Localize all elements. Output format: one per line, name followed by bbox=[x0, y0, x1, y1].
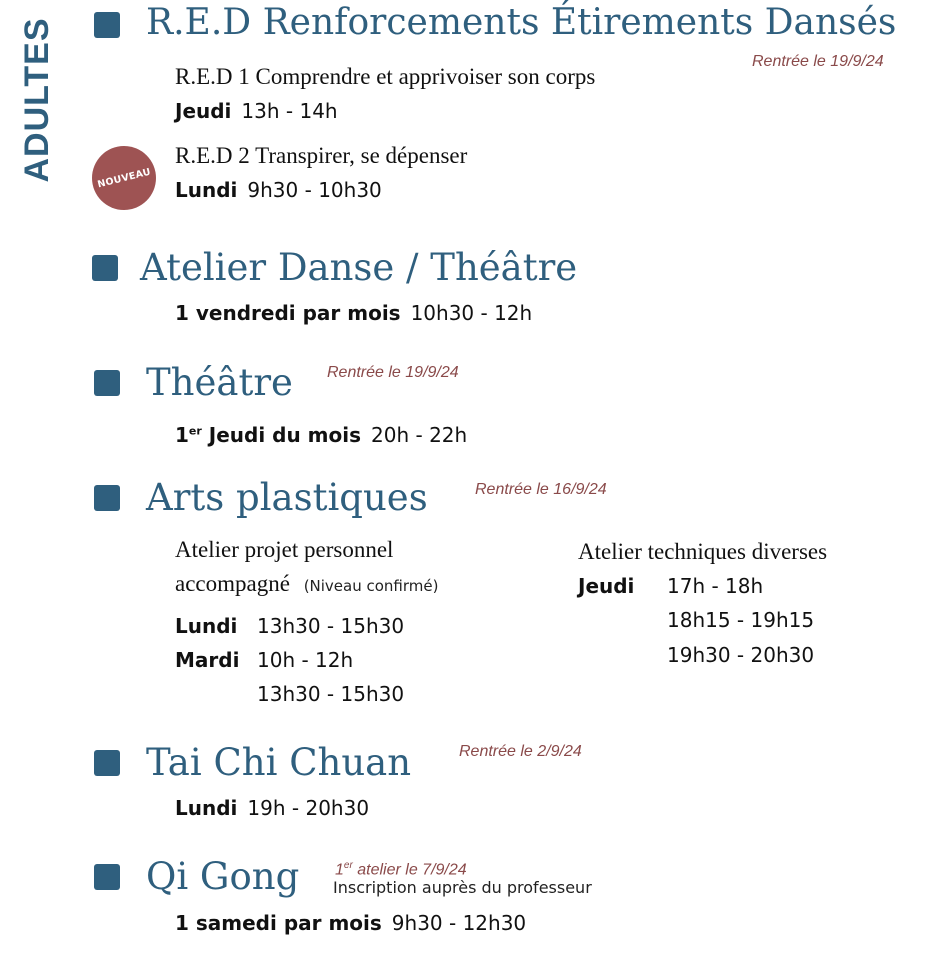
schedule-arts-right-row: 18h15 - 19h15 bbox=[667, 608, 815, 632]
time-label: 10h30 - 12h bbox=[410, 301, 533, 325]
note-sup: er bbox=[343, 860, 353, 871]
time-label: 9h30 - 12h30 bbox=[391, 911, 527, 935]
section-title-adultes: ADULTES bbox=[18, 17, 56, 183]
bullet-square-icon bbox=[94, 370, 120, 396]
subheading-projet-personnel: Atelier projet personnel bbox=[175, 537, 394, 562]
bullet-square-icon bbox=[92, 255, 118, 281]
subheading-red2: R.E.D 2 Transpirer, se dépenser bbox=[175, 143, 468, 168]
nouveau-badge bbox=[92, 146, 156, 210]
subheading-accompagne bbox=[175, 571, 438, 599]
day-label: Jeudi bbox=[578, 574, 635, 598]
schedule-arts-right-row: 19h30 - 20h30 bbox=[667, 643, 815, 667]
schedule-arts-left-row bbox=[175, 647, 353, 673]
note-arts-rentree: Rentrée le 16/9/24 bbox=[475, 481, 607, 498]
schedule-qigong bbox=[175, 910, 526, 936]
note-red-rentree: Rentrée le 19/9/24 bbox=[752, 53, 884, 70]
time-label: 9h30 - 10h30 bbox=[247, 178, 382, 202]
day-label bbox=[175, 423, 361, 447]
day-rest: Jeudi du mois bbox=[201, 422, 362, 447]
day-label: Jeudi bbox=[175, 99, 232, 123]
subheading-accompagne-text: accompagné bbox=[175, 571, 290, 596]
day-num: 1 bbox=[175, 422, 189, 447]
heading-atelier-danse-theatre: Atelier Danse / Théâtre bbox=[140, 246, 578, 289]
day-label: 1 vendredi par mois bbox=[175, 301, 401, 325]
note-rest: atelier le 7/9/24 bbox=[352, 861, 467, 879]
note-num: 1 bbox=[335, 861, 344, 879]
heading-red: R.E.D Renforcements Étirements Dansés bbox=[146, 2, 897, 43]
time-label: 17h - 18h bbox=[667, 574, 764, 598]
badge-label: NOUVEAU bbox=[96, 166, 152, 190]
schedule-taichi bbox=[175, 795, 369, 821]
bullet-square-icon bbox=[94, 750, 120, 776]
time-label: 10h - 12h bbox=[257, 648, 354, 672]
bullet-square-icon bbox=[94, 485, 120, 511]
note-qigong-atelier bbox=[335, 857, 467, 879]
note-qigong-inscription: Inscription auprès du professeur bbox=[333, 878, 592, 897]
schedule-arts-left-row bbox=[175, 613, 404, 639]
schedule-arts-left-row bbox=[175, 681, 404, 707]
heading-qi-gong: Qi Gong bbox=[146, 855, 300, 898]
day-label: 1 samedi par mois bbox=[175, 911, 382, 935]
bullet-square-icon bbox=[94, 864, 120, 890]
time-label: 13h30 - 15h30 bbox=[257, 614, 405, 638]
level-label: (Niveau confirmé) bbox=[303, 577, 439, 595]
schedule-red2 bbox=[175, 177, 382, 203]
day-label: Lundi bbox=[175, 796, 238, 820]
section-vertical-title bbox=[16, 10, 56, 190]
subheading-techniques-diverses: Atelier techniques diverses bbox=[578, 539, 828, 564]
day-label: Lundi bbox=[175, 614, 238, 638]
time-label: 13h30 - 15h30 bbox=[257, 682, 405, 706]
time-label: 19h - 20h30 bbox=[247, 796, 370, 820]
day-sup: er bbox=[188, 424, 202, 437]
time-label: 20h - 22h bbox=[371, 422, 468, 447]
time-label: 13h - 14h bbox=[241, 99, 338, 123]
note-theatre-rentree: Rentrée le 19/9/24 bbox=[327, 364, 459, 381]
subheading-red1: R.E.D 1 Comprendre et apprivoiser son corps bbox=[175, 64, 596, 89]
heading-tai-chi-chuan: Tai Chi Chuan bbox=[146, 741, 412, 784]
note-taichi-rentree: Rentrée le 2/9/24 bbox=[459, 743, 582, 760]
day-label: Lundi bbox=[175, 178, 238, 202]
day-label: Mardi bbox=[175, 648, 240, 672]
schedule-red1 bbox=[175, 98, 338, 124]
heading-arts-plastiques: Arts plastiques bbox=[146, 476, 428, 519]
bullet-square-icon bbox=[94, 12, 120, 38]
schedule-atelier bbox=[175, 300, 532, 326]
schedule-arts-right-row bbox=[578, 573, 763, 599]
schedule-theatre bbox=[175, 418, 467, 448]
heading-theatre: Théâtre bbox=[146, 361, 293, 404]
